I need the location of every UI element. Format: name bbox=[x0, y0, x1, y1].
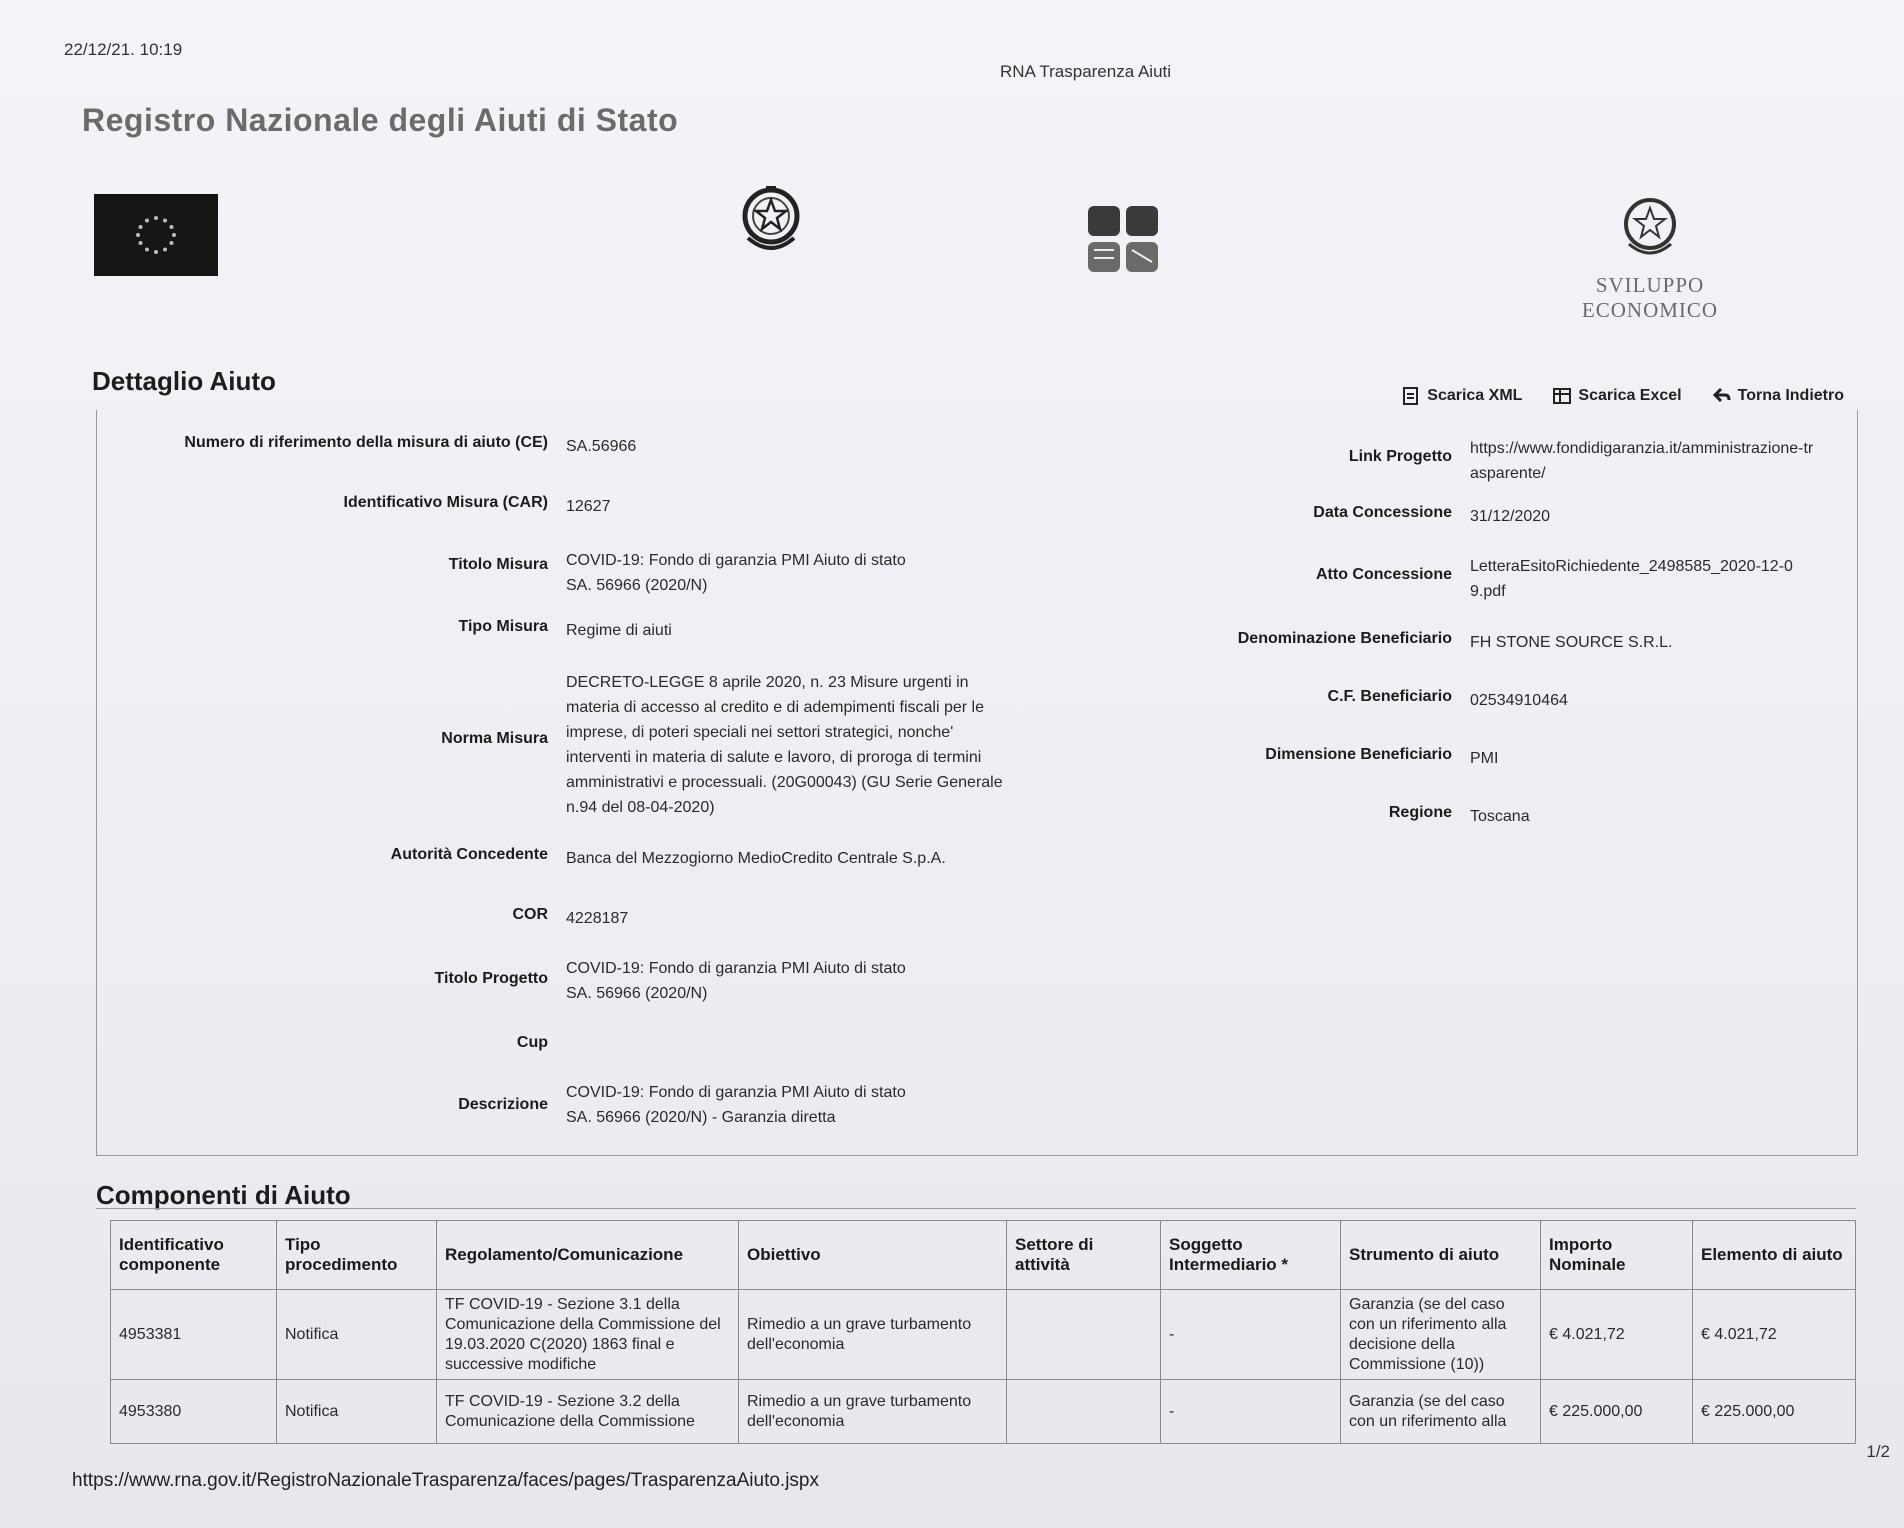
page-number: 1/2 bbox=[1866, 1442, 1890, 1461]
col-header-obiettivo: Obiettivo bbox=[739, 1221, 1007, 1290]
label-link-progetto: Link Progetto bbox=[1348, 448, 1452, 465]
cell-elemento-aiuto: € 4.021,72 bbox=[1693, 1290, 1856, 1380]
download-excel-button[interactable] bbox=[1552, 386, 1681, 406]
value-dimensione-beneficiario: PMI bbox=[1470, 750, 1499, 767]
value-cf-beneficiario: 02534910464 bbox=[1470, 692, 1568, 709]
download-xml-label: Scarica XML bbox=[1427, 387, 1523, 404]
ministry-name: SVILUPPO ECONOMICO bbox=[1581, 273, 1719, 322]
table-row bbox=[111, 1380, 1856, 1444]
col-header-soggetto-intermediario: Soggetto Intermediario * bbox=[1161, 1221, 1341, 1290]
cell-tipo-procedimento: Notifica bbox=[277, 1290, 437, 1380]
back-label: Torna Indietro bbox=[1737, 387, 1844, 404]
value-titolo-progetto: COVID-19: Fondo di garanzia PMI Aiuto di stato SA. 56966 (2020/N) bbox=[566, 960, 906, 1002]
download-xml-button[interactable] bbox=[1401, 386, 1522, 406]
col-header-settore: Settore di attività bbox=[1007, 1221, 1161, 1290]
cell-obiettivo: Rimedio a un grave turbamento dell'economia bbox=[739, 1290, 1007, 1380]
label-dimensione-beneficiario: Dimensione Beneficiario bbox=[1265, 746, 1452, 763]
cell-importo-nominale: € 4.021,72 bbox=[1541, 1290, 1693, 1380]
col-header-strumento: Strumento di aiuto bbox=[1341, 1221, 1541, 1290]
value-cor: 4228187 bbox=[566, 910, 629, 927]
eu-flag-logo bbox=[94, 194, 218, 276]
cell-regolamento: TF COVID-19 - Sezione 3.2 della Comunicazione della Commissione bbox=[437, 1380, 739, 1444]
col-header-importo-nominale: Importo Nominale bbox=[1541, 1221, 1693, 1290]
cell-elemento-aiuto: € 225.000,00 bbox=[1693, 1380, 1856, 1444]
cell-strumento: Garanzia (se del caso con un riferimento alla decisione della Commissione (10)) bbox=[1341, 1290, 1541, 1380]
cell-settore bbox=[1007, 1290, 1161, 1380]
xml-file-icon bbox=[1401, 386, 1421, 406]
cell-identificativo: 4953381 bbox=[111, 1290, 277, 1380]
label-titolo-misura: Titolo Misura bbox=[448, 556, 548, 573]
label-titolo-progetto: Titolo Progetto bbox=[434, 970, 548, 987]
components-header-row bbox=[111, 1221, 1856, 1290]
label-cf-beneficiario: C.F. Beneficiario bbox=[1327, 688, 1452, 705]
value-data-concessione: 31/12/2020 bbox=[1470, 508, 1551, 525]
agency-logo bbox=[1086, 202, 1162, 278]
back-button[interactable] bbox=[1712, 386, 1844, 406]
value-atto-concessione[interactable]: LetteraEsitoRichiedente_2498585_2020-12-09.pdf bbox=[1470, 558, 1793, 600]
print-header-title: RNA Trasparenza Aiuti bbox=[1000, 62, 1172, 81]
cell-tipo-procedimento: Notifica bbox=[277, 1380, 437, 1444]
cell-soggetto-intermediario: - bbox=[1161, 1290, 1341, 1380]
site-title: Registro Nazionale degli Aiuti di Stato bbox=[82, 102, 679, 138]
label-identificativo-misura: Identificativo Misura (CAR) bbox=[343, 494, 548, 511]
cell-identificativo: 4953380 bbox=[111, 1380, 277, 1444]
components-table bbox=[110, 1220, 1856, 1444]
label-autorita-concedente: Autorità Concedente bbox=[390, 846, 548, 863]
value-link-progetto[interactable]: https://www.fondidigaranzia.it/amministrazione-trasparente/ bbox=[1470, 440, 1814, 482]
components-section-title: Componenti di Aiuto bbox=[96, 1180, 351, 1210]
value-norma-misura: DECRETO-LEGGE 8 aprile 2020, n. 23 Misure urgenti in materia di accesso al credito e di adempimenti fiscali per le imprese, di poteri speciali nei settori strategici, nonche' interventi in materia di salute e lavoro, di proroga di termini amministrativi e processuali. (20G00043) (GU Serie Generale n.94 del 08-04-2020) bbox=[566, 674, 1003, 816]
download-excel-label: Scarica Excel bbox=[1578, 387, 1682, 404]
cell-regolamento: TF COVID-19 - Sezione 3.1 della Comunicazione della Commissione del 19.03.2020 C(2020) 1863 final e successive modifiche bbox=[437, 1290, 739, 1380]
detail-actions bbox=[1401, 386, 1844, 406]
cell-obiettivo: Rimedio a un grave turbamento dell'economia bbox=[739, 1380, 1007, 1444]
col-header-regolamento: Regolamento/Comunicazione bbox=[437, 1221, 739, 1290]
label-descrizione: Descrizione bbox=[458, 1096, 548, 1113]
col-header-tipo-procedimento: Tipo procedimento bbox=[277, 1221, 437, 1290]
value-tipo-misura: Regime di aiuti bbox=[566, 622, 672, 639]
label-cor: COR bbox=[512, 906, 548, 923]
label-denominazione-beneficiario: Denominazione Beneficiario bbox=[1237, 630, 1452, 647]
label-atto-concessione: Atto Concessione bbox=[1315, 566, 1452, 583]
label-regione: Regione bbox=[1388, 804, 1452, 821]
label-tipo-misura: Tipo Misura bbox=[458, 618, 548, 635]
label-data-concessione: Data Concessione bbox=[1313, 504, 1452, 521]
cell-importo-nominale: € 225.000,00 bbox=[1541, 1380, 1693, 1444]
cell-soggetto-intermediario: - bbox=[1161, 1380, 1341, 1444]
label-numero-riferimento: Numero di riferimento della misura di aiuto (CE) bbox=[184, 434, 548, 451]
italian-republic-emblem bbox=[736, 180, 806, 258]
value-denominazione-beneficiario: FH STONE SOURCE S.R.L. bbox=[1470, 634, 1673, 651]
value-numero-riferimento: SA.56966 bbox=[566, 438, 637, 455]
value-descrizione: COVID-19: Fondo di garanzia PMI Aiuto di stato SA. 56966 (2020/N) - Garanzia diretta bbox=[566, 1084, 906, 1126]
back-arrow-icon bbox=[1712, 386, 1732, 406]
col-header-identificativo: Identificativo componente bbox=[111, 1221, 277, 1290]
value-identificativo-misura: 12627 bbox=[566, 498, 611, 515]
ministry-logo bbox=[1540, 190, 1760, 322]
footer-url[interactable]: https://www.rna.gov.it/RegistroNazionaleTrasparenza/faces/pages/TrasparenzaAiuto.jspx bbox=[72, 1470, 819, 1491]
value-regione: Toscana bbox=[1470, 808, 1530, 825]
label-norma-misura: Norma Misura bbox=[441, 730, 548, 747]
print-datetime: 22/12/21. 10:19 bbox=[64, 40, 183, 59]
value-titolo-misura: COVID-19: Fondo di garanzia PMI Aiuto di stato SA. 56966 (2020/N) bbox=[566, 552, 906, 594]
cell-strumento: Garanzia (se del caso con un riferimento alla bbox=[1341, 1380, 1541, 1444]
label-cup: Cup bbox=[516, 1034, 548, 1051]
components-divider bbox=[96, 1208, 1856, 1209]
excel-file-icon bbox=[1552, 386, 1572, 406]
col-header-elemento-aiuto: Elemento di aiuto bbox=[1693, 1221, 1856, 1290]
cell-settore bbox=[1007, 1380, 1161, 1444]
detail-section-title: Dettaglio Aiuto bbox=[92, 366, 276, 396]
table-row bbox=[111, 1290, 1856, 1380]
value-autorita-concedente: Banca del Mezzogiorno MedioCredito Centrale S.p.A. bbox=[566, 850, 946, 867]
